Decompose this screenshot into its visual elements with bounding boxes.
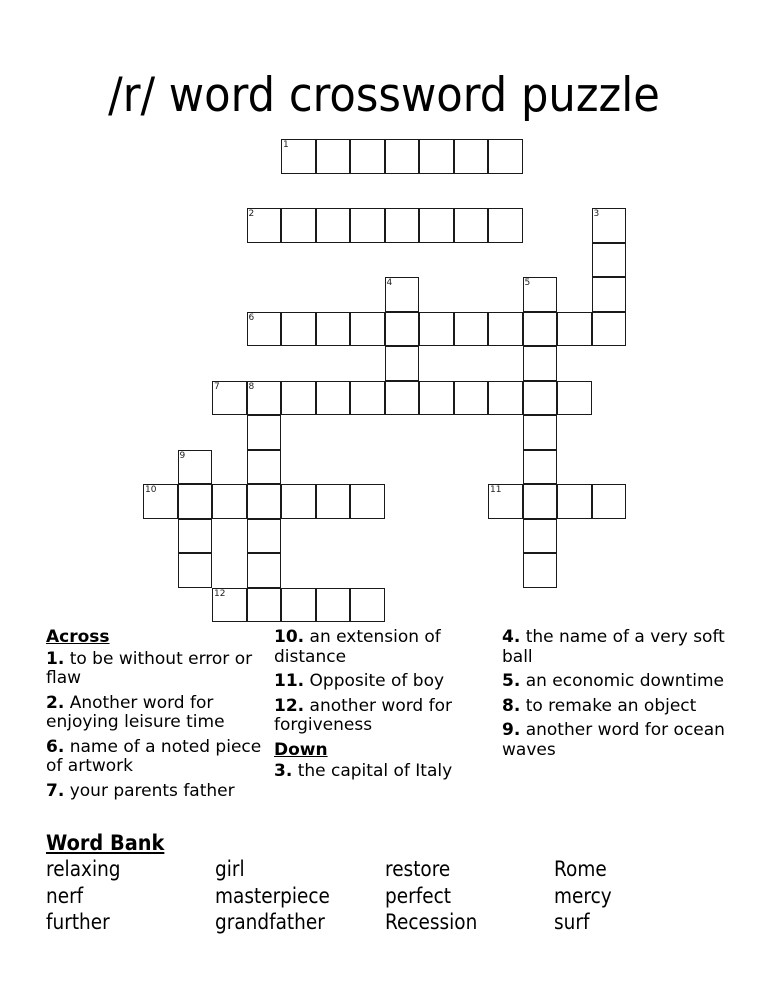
grid-cell[interactable] — [523, 312, 558, 347]
grid-cell[interactable] — [419, 139, 454, 174]
clue-text: Another word for enjoying leisure time — [46, 692, 225, 732]
clues-column-2 — [274, 628, 499, 787]
clue-number: 7. — [46, 780, 65, 801]
clue-text: Opposite of boy — [309, 671, 445, 691]
grid-cell[interactable] — [523, 381, 558, 416]
grid-cell[interactable] — [281, 588, 316, 623]
word-bank-heading: Word Bank — [46, 831, 165, 855]
grid-cell[interactable] — [592, 208, 627, 243]
clue-number: 2. — [46, 692, 65, 713]
clue-number: 8. — [502, 695, 521, 716]
word-bank-word: grandfather — [215, 910, 325, 934]
grid-cell[interactable] — [454, 208, 489, 243]
grid-cell[interactable] — [281, 484, 316, 519]
clues-column-1 — [46, 628, 266, 806]
grid-cell[interactable] — [247, 381, 282, 416]
grid-cell[interactable] — [488, 139, 523, 174]
grid-cell[interactable] — [557, 381, 592, 416]
grid-cell[interactable] — [316, 381, 351, 416]
clue-number: 4. — [502, 627, 521, 647]
word-bank-word: further — [46, 910, 110, 934]
grid-cell[interactable] — [316, 208, 351, 243]
clue-down-5 — [502, 672, 732, 692]
grid-cell[interactable] — [488, 208, 523, 243]
cell-number: 4 — [386, 278, 393, 288]
grid-cell[interactable] — [385, 312, 420, 347]
grid-cell[interactable] — [488, 312, 523, 347]
grid-cell[interactable] — [419, 208, 454, 243]
grid-cell[interactable] — [385, 277, 420, 312]
word-bank-row — [46, 856, 746, 883]
word-bank-word: Rome — [554, 857, 607, 881]
grid-cell[interactable] — [523, 553, 558, 588]
grid-cell[interactable] — [247, 519, 282, 554]
grid-cell[interactable] — [350, 381, 385, 416]
clue-text: to be without error or flaw — [46, 648, 253, 688]
clues-column-3 — [502, 628, 732, 765]
grid-cell[interactable] — [281, 139, 316, 174]
word-bank-row — [46, 883, 746, 910]
clue-number: 10. — [274, 627, 305, 647]
clue-text: another word for ocean waves — [502, 720, 725, 760]
grid-cell[interactable] — [212, 588, 247, 623]
cell-number: 7 — [214, 381, 220, 392]
clue-down-3 — [274, 762, 499, 782]
word-bank-word: restore — [385, 857, 451, 881]
cell-number: 11 — [490, 485, 502, 495]
grid-cell[interactable] — [385, 381, 420, 416]
clue-text: the name of a very soft ball — [502, 627, 725, 667]
cell-number: 5 — [524, 278, 531, 288]
grid-cell[interactable] — [247, 450, 282, 485]
grid-cell[interactable] — [316, 588, 351, 623]
grid-cell[interactable] — [316, 139, 351, 174]
clue-number: 12. — [274, 695, 305, 716]
grid-cell[interactable] — [385, 139, 420, 174]
grid-cell[interactable] — [557, 484, 592, 519]
grid-cell[interactable] — [178, 450, 213, 485]
cell-number: 8 — [248, 381, 255, 392]
clue-text: another word for forgiveness — [274, 695, 452, 735]
grid-cell[interactable] — [212, 484, 247, 519]
grid-cell[interactable] — [247, 208, 282, 243]
grid-cell[interactable] — [523, 450, 558, 485]
grid-cell[interactable] — [523, 346, 558, 381]
clue-text: name of a noted piece of artwork — [46, 736, 262, 776]
word-bank-word: mercy — [554, 883, 612, 908]
grid-cell[interactable] — [523, 519, 558, 554]
clue-text: an economic downtime — [525, 671, 724, 691]
word-bank-word: Recession — [385, 910, 478, 934]
cell-number: 1 — [283, 140, 289, 150]
grid-cell[interactable] — [419, 312, 454, 347]
clue-text: the capital of Italy — [297, 761, 453, 781]
word-bank-row — [46, 909, 746, 936]
clue-text: an extension of distance — [274, 627, 441, 667]
clue-text: to remake an object — [525, 695, 697, 716]
clue-number: 1. — [46, 648, 65, 669]
page-title: /r/ word crossword puzzle — [108, 68, 660, 123]
word-bank — [46, 830, 746, 936]
grid-cell[interactable] — [247, 553, 282, 588]
grid-cell[interactable] — [247, 312, 282, 347]
clue-text: your parents father — [69, 780, 235, 801]
grid-cell[interactable] — [281, 381, 316, 416]
grid-cell[interactable] — [178, 553, 213, 588]
grid-cell[interactable] — [592, 484, 627, 519]
grid-cell[interactable] — [350, 139, 385, 174]
grid-cell[interactable] — [523, 484, 558, 519]
grid-cell[interactable] — [316, 312, 351, 347]
grid-cell[interactable] — [385, 346, 420, 381]
grid-cell[interactable] — [557, 312, 592, 347]
word-bank-word: nerf — [46, 883, 84, 908]
clue-number: 5. — [502, 671, 521, 691]
clue-number: 11. — [274, 671, 305, 691]
grid-cell[interactable] — [385, 208, 420, 243]
grid-cell[interactable] — [281, 208, 316, 243]
grid-cell[interactable] — [419, 381, 454, 416]
cell-number: 2 — [248, 209, 255, 219]
clue-across-1 — [46, 650, 266, 689]
clue-across-10 — [274, 628, 499, 667]
cell-number: 12 — [214, 588, 226, 599]
grid-cell[interactable] — [523, 415, 558, 450]
grid-cell[interactable] — [212, 381, 247, 416]
grid-cell[interactable] — [178, 484, 213, 519]
word-bank-word: girl — [215, 857, 245, 881]
clue-down-4 — [502, 628, 732, 667]
grid-cell[interactable] — [350, 484, 385, 519]
grid-cell[interactable] — [350, 208, 385, 243]
word-bank-word: surf — [554, 910, 590, 934]
grid-cell[interactable] — [247, 588, 282, 623]
word-bank-word: perfect — [385, 883, 451, 908]
word-bank-word: relaxing — [46, 857, 121, 881]
clue-number: 3. — [274, 761, 293, 781]
grid-cell[interactable] — [454, 139, 489, 174]
grid-cell[interactable] — [488, 381, 523, 416]
grid-cell[interactable] — [592, 312, 627, 347]
clue-number: 6. — [46, 736, 65, 757]
clue-across-2 — [46, 694, 266, 733]
grid-cell[interactable] — [316, 484, 351, 519]
down-heading: Down — [274, 739, 328, 760]
grid-cell[interactable] — [247, 415, 282, 450]
clue-across-11 — [274, 672, 499, 692]
grid-cell[interactable] — [350, 588, 385, 623]
across-heading: Across — [46, 627, 110, 647]
clue-across-7 — [46, 782, 266, 802]
clue-across-12 — [274, 697, 499, 736]
cell-number: 9 — [179, 450, 186, 461]
clue-down-8 — [502, 697, 732, 717]
grid-cell[interactable] — [454, 381, 489, 416]
grid-cell[interactable] — [592, 277, 627, 312]
grid-cell[interactable] — [247, 484, 282, 519]
clue-across-6 — [46, 738, 266, 777]
grid-cell[interactable] — [523, 277, 558, 312]
grid-cell[interactable] — [350, 312, 385, 347]
cell-number: 3 — [593, 209, 600, 219]
grid-cell[interactable] — [592, 243, 627, 278]
grid-cell[interactable] — [178, 519, 213, 554]
grid-cell[interactable] — [488, 484, 523, 519]
grid-cell[interactable] — [143, 484, 178, 519]
cell-number: 10 — [145, 485, 157, 495]
grid-cell[interactable] — [454, 312, 489, 347]
word-bank-word: masterpiece — [215, 883, 330, 908]
grid-cell[interactable] — [281, 312, 316, 347]
clue-down-9 — [502, 721, 732, 760]
cell-number: 6 — [248, 312, 255, 323]
clue-number: 9. — [502, 720, 521, 740]
